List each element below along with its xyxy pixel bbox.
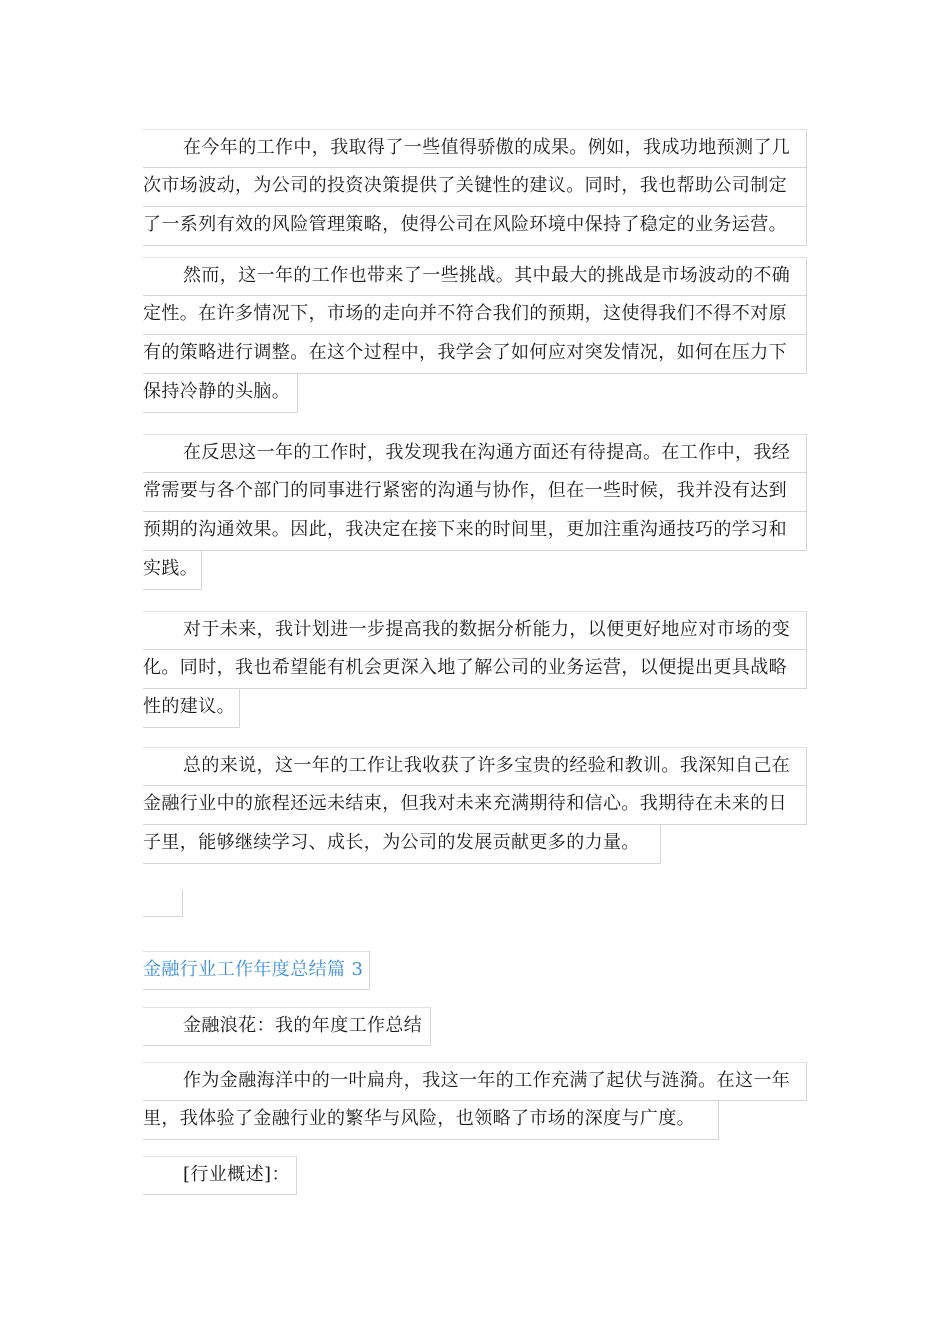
paragraph-line	[143, 434, 807, 473]
paragraph-line	[143, 512, 807, 551]
section-label	[143, 1156, 297, 1195]
line-text: 预期的沟通效果。因此，我决定在接下来的时间里，更加注重沟通技巧的学习和	[143, 519, 787, 540]
paragraph-line	[143, 257, 807, 296]
line-text: 子里，能够继续学习、成长，为公司的发展贡献更多的力量。	[143, 832, 640, 853]
section-heading-text: 金融行业工作年度总结篇 3	[143, 959, 364, 980]
line-text: 保持冷静的头脑。	[143, 381, 291, 402]
paragraph-line	[143, 296, 807, 335]
line-text: 在反思这一年的工作时，我发现我在沟通方面还有待提高。在工作中，我经	[183, 442, 791, 463]
line-text: 化。同时，我也希望能有机会更深入地了解公司的业务运营，以便提出更具战略	[143, 657, 787, 678]
line-text: 在今年的工作中，我取得了一些值得骄傲的成果。例如，我成功地预测了几	[183, 137, 791, 158]
paragraph-line	[143, 335, 807, 374]
paragraph	[143, 434, 807, 590]
paragraph	[143, 747, 807, 864]
paragraph-line	[143, 374, 298, 413]
label-block	[143, 1156, 807, 1195]
paragraph-line	[143, 747, 807, 786]
paragraph-line	[143, 650, 807, 689]
line-text: 有的策略进行调整。在这个过程中，我学会了如何应对突发情况，如何在压力下	[143, 342, 787, 363]
line-text: 作为金融海洋中的一叶扁舟，我这一年的工作充满了起伏与涟漪。在这一年	[183, 1070, 791, 1091]
paragraph	[143, 611, 807, 728]
paragraph-line	[143, 689, 240, 728]
line-text: 了一系列有效的风险管理策略，使得公司在风险环境中保持了稳定的业务运营。	[143, 214, 787, 235]
paragraph-line	[143, 551, 202, 590]
line-text: 常需要与各个部门的同事进行紧密的沟通与协作，但在一些时候，我并没有达到	[143, 480, 787, 501]
paragraph-line	[143, 1101, 719, 1140]
line-text: 性的建议。	[143, 696, 235, 717]
paragraph	[143, 1062, 807, 1140]
line-text: 总的来说，这一年的工作让我收获了许多宝贵的经验和教训。我深知自己在	[183, 755, 791, 776]
paragraph	[143, 129, 807, 246]
paragraph-line	[143, 207, 807, 246]
section-label-text: [行业概述]：	[183, 1164, 290, 1185]
line-text: 定性。在许多情况下，市场的走向并不符合我们的预期，这使得我们不得不对原	[143, 303, 787, 324]
line-text: 实践。	[143, 558, 199, 579]
empty-paragraph	[143, 890, 183, 917]
line-text: 次市场波动，为公司的投资决策提供了关键性的建议。同时，我也帮助公司制定	[143, 175, 787, 196]
paragraph-line	[143, 786, 807, 825]
section-heading-block	[143, 951, 807, 990]
line-text: 里，我体验了金融行业的繁华与风险，也领略了市场的深度与广度。	[143, 1108, 695, 1129]
section-subtitle-text: 金融浪花：我的年度工作总结	[183, 1015, 423, 1036]
section-subtitle	[143, 1007, 431, 1046]
paragraph-line	[143, 1062, 807, 1101]
section-heading[interactable]	[143, 951, 370, 990]
line-text: 对于未来，我计划进一步提高我的数据分析能力，以便更好地应对市场的变	[183, 619, 791, 640]
subtitle-block	[143, 1007, 807, 1046]
paragraph-line	[143, 611, 807, 650]
paragraph-line	[143, 825, 661, 864]
paragraph-line	[143, 473, 807, 512]
line-text: 金融行业中的旅程还远未结束，但我对未来充满期待和信心。我期待在未来的日	[143, 793, 787, 814]
paragraph-line	[143, 129, 807, 168]
paragraph	[143, 257, 807, 413]
line-text: 然而，这一年的工作也带来了一些挑战。其中最大的挑战是市场波动的不确	[183, 265, 791, 286]
paragraph-line	[143, 168, 807, 207]
